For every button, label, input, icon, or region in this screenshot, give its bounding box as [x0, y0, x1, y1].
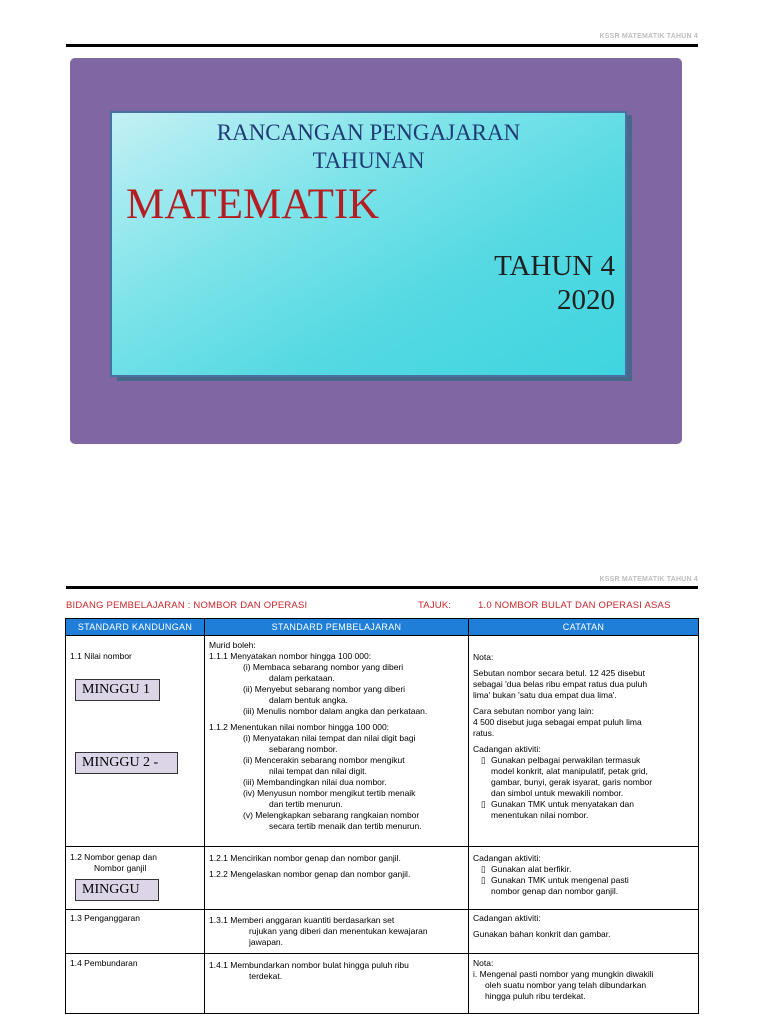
cover-title-line2: TAHUNAN [312, 148, 425, 173]
table-row [66, 636, 699, 847]
col-header-pembelajaran: STANDARD PEMBELAJARAN [205, 619, 469, 636]
table-row [66, 910, 699, 954]
note-text: hingga puluh ribu terdekat. [485, 991, 586, 1001]
cover-subject: MATEMATIK [126, 181, 380, 228]
sub-item: (ii) Mencerakin sebarang nombor mengikut [243, 755, 405, 765]
note-heading: Nota: [473, 958, 494, 968]
col-header-kandungan: STANDARD KANDUNGAN [66, 619, 205, 636]
note-text: Sebutan nombor secara betul. 12 425 disebut [473, 668, 646, 678]
bullet-icon: ▯ [481, 755, 486, 765]
sub-item: (i) Menyatakan nilai tempat dan nilai digit bagi [243, 733, 416, 743]
kandungan-text: Nombor ganjil [94, 863, 147, 873]
note-text: oleh suatu nombor yang telah dibundarkan [485, 980, 647, 990]
activity-heading: Cadangan aktiviti: [473, 913, 541, 923]
activity-text: Gunakan TMK untuk mengenal pasti [491, 875, 629, 885]
sub-item-cont: dalam bentuk angka. [269, 695, 348, 705]
activity-text: Gunakan TMK untuk menyatakan dan [491, 799, 635, 809]
sub-item-cont: dalam perkataan. [269, 673, 335, 683]
sub-item-cont: sebarang nombor. [269, 744, 338, 754]
activity-text: Gunakan bahan konkrit dan gambar. [473, 929, 611, 939]
standard-item: 1.2.1 Mencirikan nombor genap dan nombor ganjil. [209, 853, 401, 863]
sub-item: (iii) Menulis nombor dalam angka dan perkataan. [243, 706, 428, 716]
sub-item: (ii) Menyebut sebarang nombor yang diberi [243, 684, 406, 694]
header-rule-2 [66, 586, 698, 589]
kandungan-cell [66, 954, 205, 1014]
standard-item-cont: jawapan. [249, 937, 284, 947]
sub-item: (iii) Membandingkan nilai dua nombor. [243, 777, 387, 787]
field-label: BIDANG PEMBELAJARAN : NOMBOR DAN OPERASI [66, 600, 308, 611]
standard-item: 1.3.1 Memberi anggaran kuantiti berdasarkan set [209, 915, 395, 925]
sub-item: (i) Membaca sebarang nombor yang diberi [243, 662, 404, 672]
kandungan-cell [66, 636, 205, 847]
pembelajaran-cell [205, 636, 469, 847]
cover-title [112, 119, 625, 175]
standard-item-cont: rujukan yang diberi dan menentukan kewajaran [249, 926, 428, 936]
activity-text: menentukan nilai nombor. [491, 810, 589, 820]
activity-text: nombor genap dan nombor ganjil. [491, 886, 619, 896]
lesson-plan-table [65, 618, 699, 1014]
topic-value: 1.0 NOMBOR BULAT DAN OPERASI ASAS [478, 600, 671, 611]
col-header-catatan: CATATAN [469, 619, 699, 636]
note-text: ratus. [473, 728, 495, 738]
note-text: i. Mengenal pasti nombor yang mungkin diwakili [473, 969, 654, 979]
standard-item: 1.1.2 Menentukan nilai nombor hingga 100 000: [209, 722, 390, 732]
cover-card [110, 111, 627, 377]
table-row [66, 847, 699, 910]
bullet-icon: ▯ [481, 875, 486, 885]
standard-item-cont: terdekat. [249, 971, 283, 981]
note-text: lima' bukan 'satu dua empat dua lima'. [473, 690, 617, 700]
cover-year-level: TAHUN 4 [494, 250, 615, 282]
standard-item: 1.1.1 Menyatakan nombor hingga 100 000: [209, 651, 372, 661]
sub-item-cont: dan tertib menurun. [269, 799, 343, 809]
pembelajaran-cell [205, 910, 469, 954]
header-rule [66, 44, 698, 47]
intro-text: Murid boleh: [209, 640, 256, 650]
pembelajaran-cell [205, 954, 469, 1014]
kandungan-cell [66, 910, 205, 954]
running-head-2: KSSR MATEMATIK TAHUN 4 [599, 576, 698, 583]
sub-item: (iv) Menyusun nombor mengikut tertib menaik [243, 788, 416, 798]
kandungan-text: 1.2 Nombor genap dan [70, 852, 157, 862]
cover-year: 2020 [557, 284, 615, 316]
catatan-cell [469, 910, 699, 954]
note-text: 4 500 disebut juga sebagai empat puluh lima [473, 717, 642, 727]
kandungan-text: 1.4 Pembundaran [70, 958, 138, 968]
activity-heading: Cadangan aktiviti: [473, 853, 541, 863]
kandungan-cell [66, 847, 205, 910]
activity-text: Gunakan alat berfikir. [491, 864, 572, 874]
catatan-cell [469, 847, 699, 910]
sub-item-cont: secara tertib menaik dan tertib menurun. [269, 821, 422, 831]
cover-title-line1: RANCANGAN PENGAJARAN [216, 120, 521, 145]
note-text: Cara sebutan nombor yang lain: [473, 706, 594, 716]
standard-item: 1.4.1 Membundarkan nombor bulat hingga puluh ribu [209, 960, 409, 970]
pembelajaran-cell [205, 847, 469, 910]
catatan-cell [469, 954, 699, 1014]
week-tag: MINGGU [75, 879, 159, 901]
activity-text: model konkrit, alat manipulatif, petak grid, [491, 766, 648, 776]
standard-item: 1.2.2 Mengelaskan nombor genap dan nombor ganjil. [209, 869, 411, 879]
topic-label: TAJUK: [418, 600, 452, 611]
table-row [66, 954, 699, 1014]
sub-item-cont: nilai tempat dan nilai digit. [269, 766, 367, 776]
bullet-icon: ▯ [481, 799, 486, 809]
running-head: KSSR MATEMATIK TAHUN 4 [599, 33, 698, 40]
kandungan-text: 1.3 Penganggaran [70, 913, 140, 923]
bullet-icon: ▯ [481, 864, 486, 874]
cover-year-block [494, 249, 615, 317]
note-text: sebagai 'dua belas ribu empat ratus dua puluh [473, 679, 648, 689]
activity-text: dan simbol untuk mewakili nombor. [491, 788, 624, 798]
activity-heading: Cadangan aktiviti: [473, 744, 541, 754]
catatan-cell [469, 636, 699, 847]
kandungan-text: 1.1 Nilai nombor [70, 651, 132, 661]
week-tag: MINGGU 2 - [75, 752, 178, 774]
note-heading: Nota: [473, 652, 494, 662]
sub-item: (v) Melengkapkan sebarang rangkaian nombor [243, 810, 420, 820]
activity-text: gambar, bunyi, gerak isyarat, garis nombor [491, 777, 653, 787]
activity-text: Gunakan pelbagai perwakilan termasuk [491, 755, 641, 765]
week-tag: MINGGU 1 [75, 679, 160, 701]
